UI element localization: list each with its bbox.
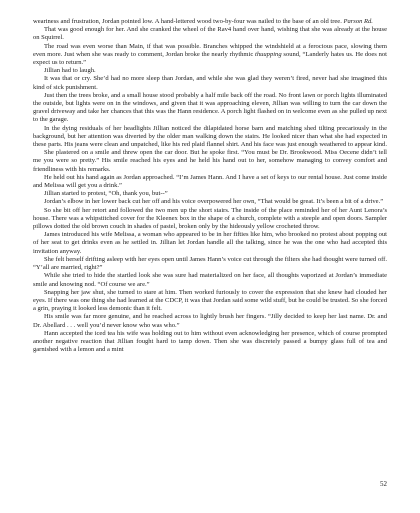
text-run: He held out his hand again as Jordan approached. “I’m James Hann. And I have a set of keys to our rental house. Just come inside and Melissa will get you a drink.” <box>33 173 387 190</box>
paragraph <box>33 256 387 272</box>
paragraph <box>33 18 387 26</box>
paragraph <box>33 190 387 198</box>
paragraph <box>33 207 387 232</box>
paragraph <box>33 75 387 91</box>
paragraph <box>33 26 387 42</box>
paragraph <box>33 43 387 68</box>
paragraph <box>33 272 387 288</box>
text-run: sound, “Landerly hates us. He does not expect us to return.” <box>33 50 387 67</box>
text-run: The road was even worse than Main, if that was possible. Branches whipped the windshield at a ferocious pace, slowing them even more. Just when she was ready to comment, Jordan broke the nearly rhythmic <box>33 42 387 58</box>
text-run: Just then the trees broke, and a small house stood probably a half mile back off the road. No front lawn or porch lights illuminated the outside, but lights were on in the windows, and given that it was approaching eleven, Jillian was willing to turn the car down the gravel driveway and take her chances that this was the Hann residence. A porch light flashed on in welcome even as she pulled up next to the garage. <box>33 91 387 124</box>
text-run: That was good enough for her. And she cranked the wheel of the Rav4 hand over hand, wishing that she was already at the house on Squirrel. <box>33 26 387 42</box>
text-run: In the dying residuals of her headlights Jillian noticed the dilapidated horse barn and matching shed tilting precariously in the background, but her attention was diverted by the older man walking down the stairs. He looked nicer than what she had expected in these parts. His jeans were clean and unpatched, like his red plaid flannel shirt. And his face was just enough weathered to appear kind. <box>33 124 387 149</box>
paragraph <box>33 174 387 190</box>
paragraph <box>33 313 387 329</box>
paragraph <box>33 198 387 206</box>
text-run: Jillian started to protest, “Oh, thank you, but--” <box>44 190 168 198</box>
text-run: His smile was far more genuine, and he reached across to lightly brush her fingers. “Jilly decided to keep her last name. Dr. and Dr. Abellard . . . well you’d never know who was who.” <box>33 313 387 329</box>
text-run: So she bit off her retort and followed the two men up the short stairs. The inside of the place reminded her of her Aunt Lenora’s house. There was a whipstitched cover for the Kleenex box in the shape of a church, complete with a steeple and open doors. Sampler pillows dotted the old brown couch in shades of pastel, broken only by the hideously yellow crocheted throw. <box>33 206 387 231</box>
text-run: Jillian had to laugh. <box>44 67 96 75</box>
text-run: She plastered on a smile and threw open the car door. But he spoke first. “You must be Dr. Brookwood. Miss Oecene didn’t tell me you were so pretty.” His smile reached his eyes and he held his hand out to her, somehow managing to convey comfort and friendliness with his remarks. <box>33 149 387 173</box>
text-run: James introduced his wife Melissa, a woman who appeared to be in her fifties like him, who brooked no protest about popping out of her seat to get drinks even as he settled in. Jillian let Jordan handle all the talking, since he was the one who had accepted this invitation anyway. <box>33 231 387 255</box>
text-run: She felt herself drifting asleep with her eyes open until James Hann’s voice cut through the filters she had thought were turned off. “Y’all are married, right?” <box>33 255 387 272</box>
body-text <box>33 18 387 354</box>
italic-text: thuupping <box>255 50 282 58</box>
text-run: Hann accepted the iced tea his wife was holding out to him without even acknowledging her presence, which of course prompted another negative reaction that Jillian fought hard to tamp down. Then she was discretely passed a bumpy glass full of tea and garnished with a lemon and a mint <box>33 329 387 354</box>
paragraph <box>33 67 387 75</box>
paragraph <box>33 289 387 314</box>
text-run: Snapping her jaw shut, she turned to stare at him. Then worked furiously to cover the expression that she knew had clouded her eyes. If there was one thing she had learned at the CDCP, it was that Jordan said some wild stuff, but he could be trusted. So she forced a grin, praying it looked less demonic than it felt. <box>33 288 387 313</box>
paragraph <box>33 330 387 355</box>
paragraph <box>33 231 387 256</box>
paragraph <box>33 92 387 125</box>
page-number: 52 <box>380 480 387 488</box>
paragraph <box>33 125 387 150</box>
paragraph <box>33 149 387 174</box>
text-run: While she tried to hide the startled look she was sure had materialized on her face, all thoughts vaporized at Jordan’s immediate smile and knowing nod. “Of course we are.” <box>33 272 387 288</box>
text-run: It was that or cry. She’d had no more sleep than Jordan, and while she was glad they weren’t fired, never had she imagined this kind of sick punishment. <box>33 75 387 91</box>
text-run: weariness and frustration, Jordan pointed low. A hand-lettered wood two-by-four was nailed to the base of an old tree. <box>33 18 344 25</box>
italic-text: Parson Rd. <box>343 18 373 25</box>
text-run: Jordan’s elbow in her lower back cut her off and his voice overpowered her own, “That would be great. It’s been a bit of a drive.” <box>44 198 384 206</box>
